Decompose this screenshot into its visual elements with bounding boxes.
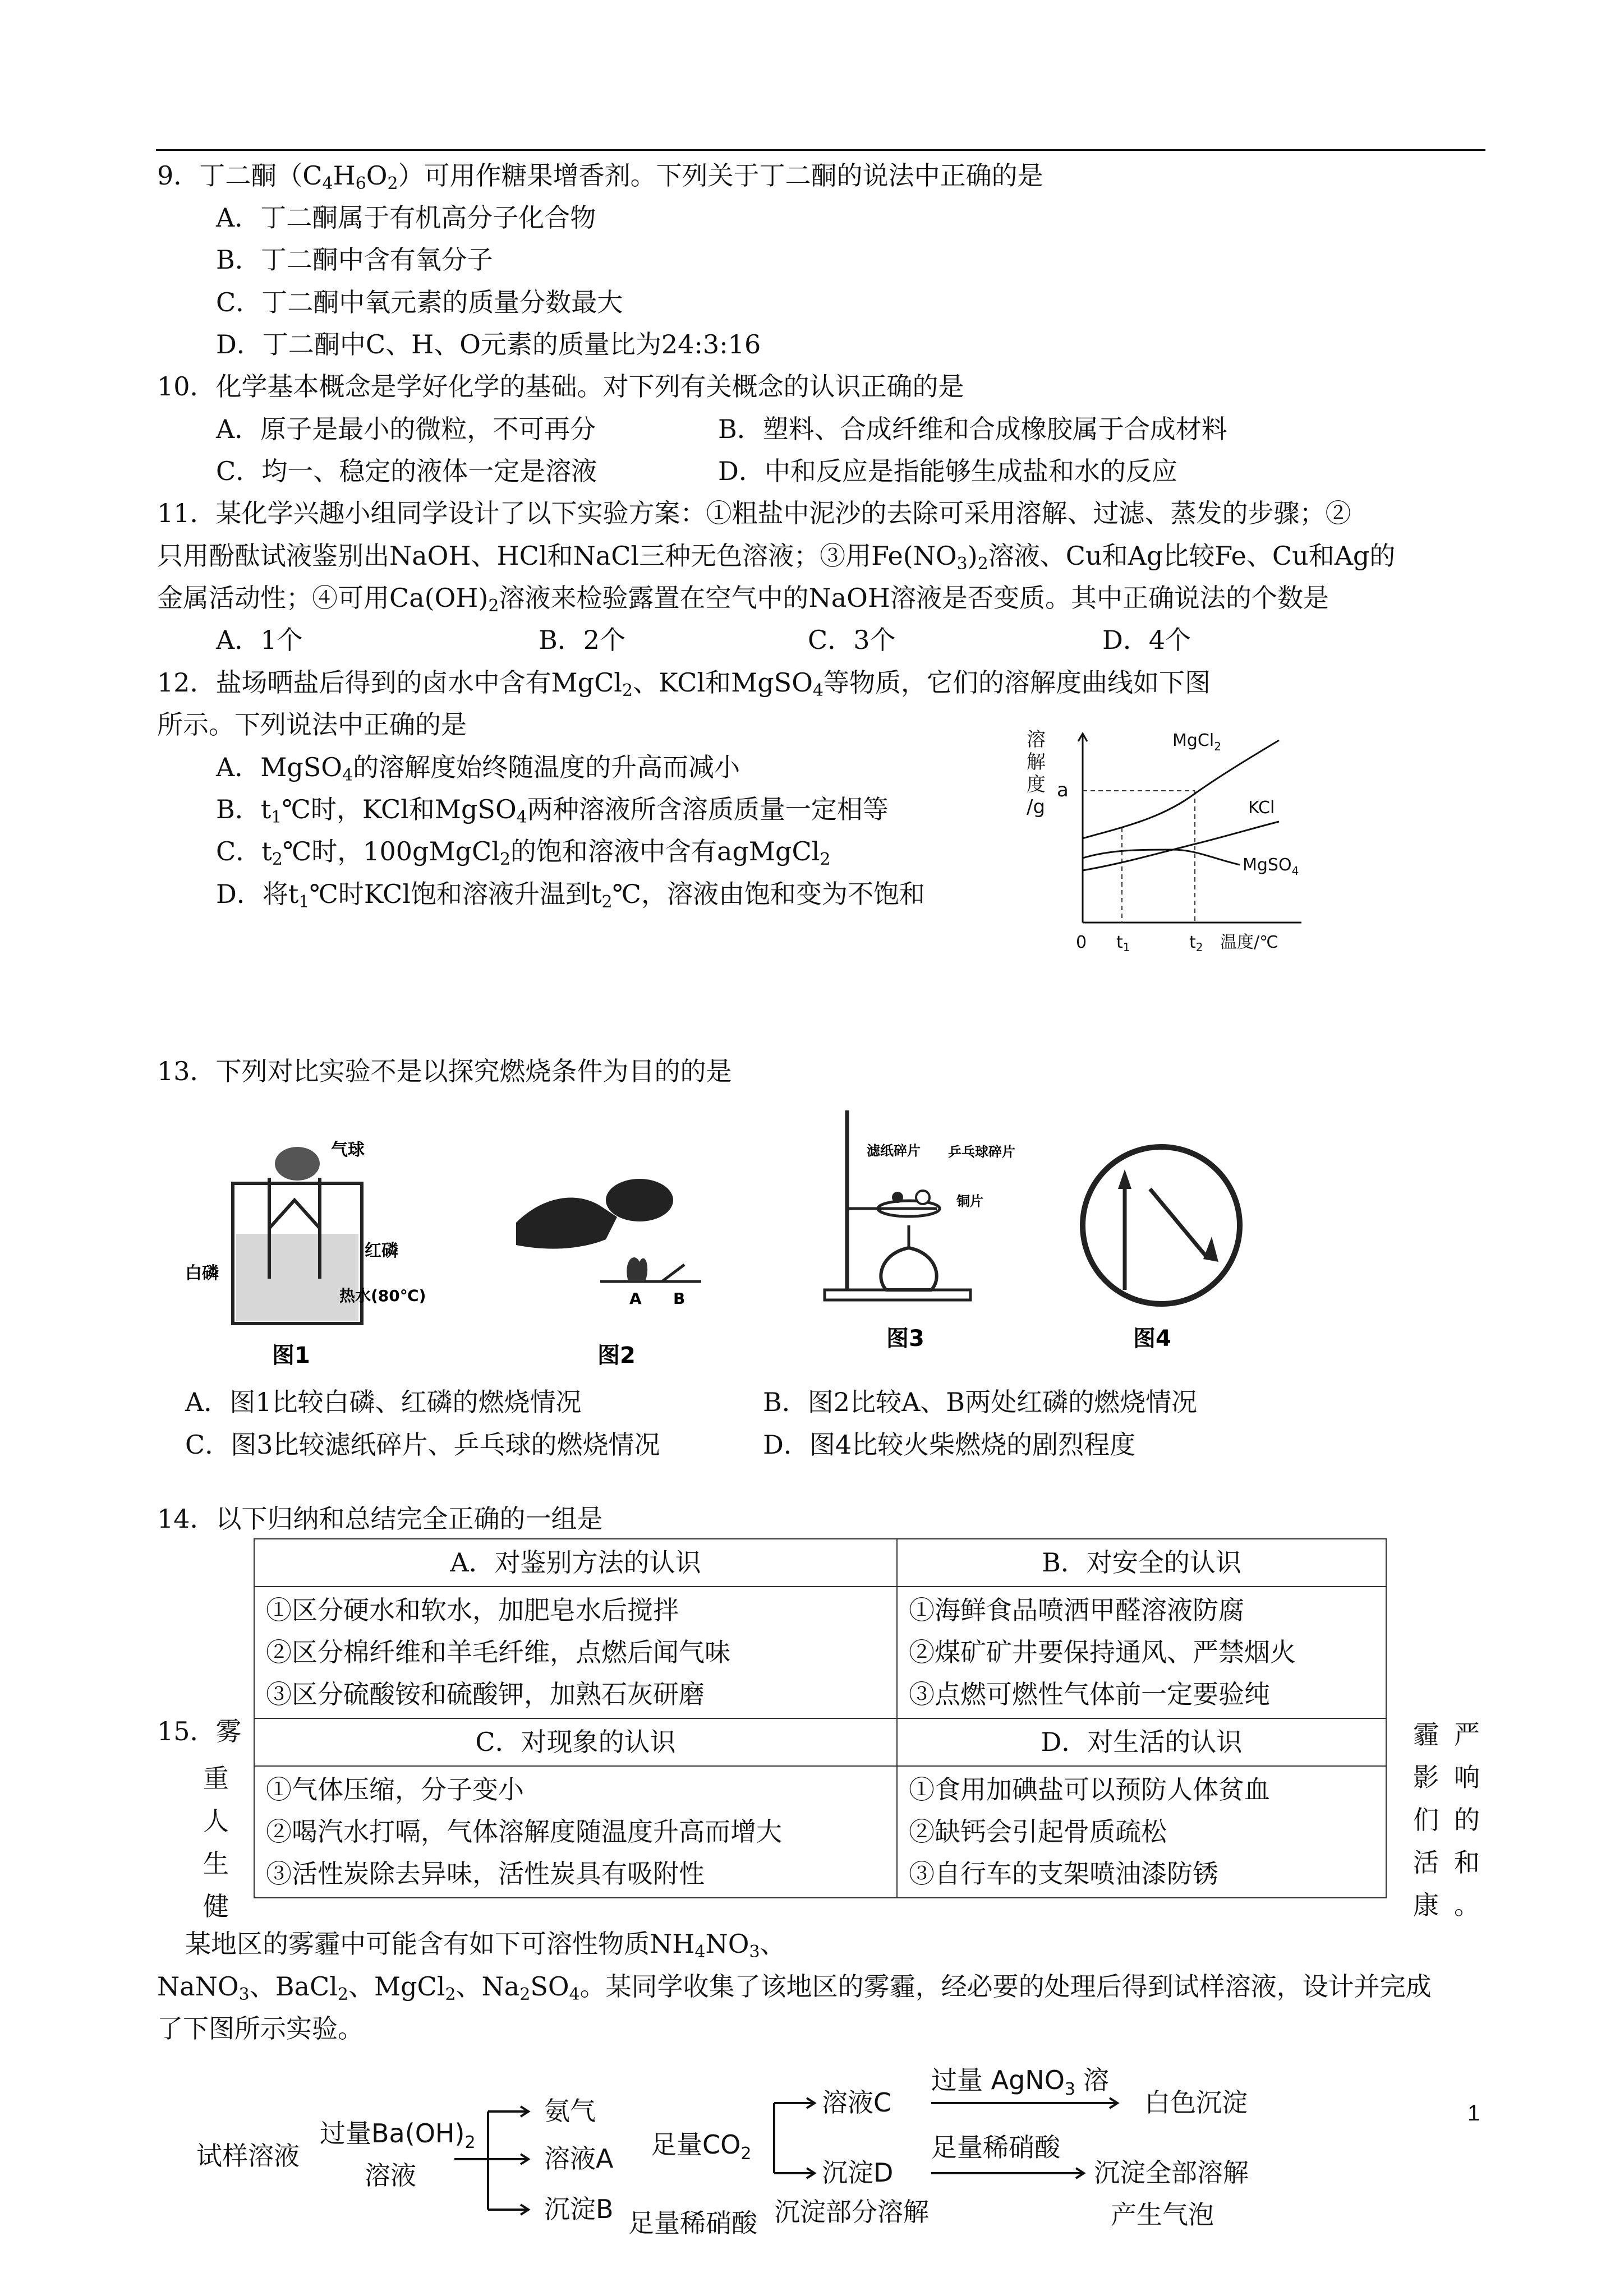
q12-stem-1: 12．盐场晒盐后得到的卤水中含有MgCl$_2$、KCl和MgSO$_4$等物质，它们的溶解度曲线如下图	[157, 667, 1211, 700]
flow-reagent-co2: 足量$CO_2$	[651, 2129, 752, 2164]
fig1-label-hot-water: 热水(80℃)	[339, 1287, 426, 1305]
fig3-label-pingpong: 乒乓球碎片	[948, 1144, 1015, 1160]
figure-1-beaker	[185, 1138, 426, 1374]
q10-option-d: D．中和反应是指能够生成盐和水的反应	[718, 456, 1177, 486]
q15-right-col-a	[1409, 1713, 1443, 1926]
q9-option-d: D．丁二酮中C、H、O元素的质量比为24:3:16	[216, 329, 761, 359]
q13-option-d: D．图4比较火柴燃烧的剧烈程度	[763, 1430, 1136, 1460]
q14-cell-b	[897, 1587, 1386, 1718]
fig3-label-filter-paper: 滤纸碎片	[867, 1143, 921, 1159]
q15-right-b-4: 和	[1454, 1847, 1480, 1878]
q12-stem-2: 所示。下列说法中正确的是	[157, 709, 467, 740]
q11-option-d: D．4个	[1102, 625, 1191, 655]
q14-d-item-3: ③自行车的支架喷油漆防锈	[908, 1859, 1218, 1889]
q11-option-c: C．3个	[808, 625, 896, 655]
q14-cell-c	[254, 1766, 897, 1898]
graph-label-kcl: KCl	[1248, 798, 1275, 818]
q10-option-a: A．原子是最小的微粒，不可再分	[216, 414, 596, 444]
q14-a-item-1: ①区分硬水和软水，加肥皂水后搅拌	[266, 1595, 679, 1625]
flow-reagent-solution: 溶液	[365, 2160, 416, 2191]
flow-precipitate-d: 沉淀D	[822, 2157, 894, 2188]
q15-flowchart	[191, 2058, 1335, 2238]
q9-option-a: A．丁二酮属于有机高分子化合物	[216, 202, 596, 233]
q15-right-b-5: 。	[1454, 1890, 1480, 1920]
graph-ylabel-2: 解	[1027, 751, 1046, 773]
flow-start: 试样溶液	[196, 2141, 300, 2171]
q15-right-b-1: 严	[1454, 1719, 1480, 1750]
q15-line-2: NaNO$_3$、BaCl$_2$、MgCl$_2$、$Na_2SO_4$。某同学收集了该地区的雾霾，经必要的处理后得到试样溶液，设计并完成	[157, 1971, 1432, 2004]
q13-option-a: A．图1比较白磷、红磷的燃烧情况	[185, 1387, 582, 1417]
fig3-label-copper: 铜片	[956, 1193, 983, 1209]
q14-header-d: D．对生活的认识	[897, 1718, 1386, 1766]
q14-b-item-2: ②煤矿矿井要保持通风、严禁烟火	[908, 1637, 1296, 1667]
graph-t1-label: $t_1$	[1116, 933, 1130, 953]
q14-stem: 14．以下归纳和总结完全正确的一组是	[157, 1504, 603, 1534]
q15-left-5: 健	[203, 1891, 229, 1921]
q11-line-2: 只用酚酞试液鉴别出NaOH、HCl和NaCl三种无色溶液；③用$Fe(NO_3)_2$溶液、Cu和Ag比较Fe、Cu和Ag的	[157, 541, 1396, 574]
q15-line-3: 了下图所示实验。	[157, 2013, 364, 2044]
q14-table	[254, 1538, 1387, 1898]
fig3-caption: 图3	[886, 1326, 924, 1352]
q15-left-3: 人	[203, 1806, 229, 1836]
q9-option-c: C．丁二酮中氧元素的质量分数最大	[216, 287, 623, 317]
solubility-curve-graph	[1027, 723, 1318, 953]
q10-stem: 10．化学基本概念是学好化学的基础。对下列有关概念的认识正确的是	[157, 371, 964, 402]
q14-a-item-2: ②区分棉纤维和羊毛纤维，点燃后闻气味	[266, 1637, 730, 1667]
q14-d-item-1: ①食用加碘盐可以预防人体贫血	[908, 1774, 1270, 1805]
q11-line-1: 11．某化学兴趣小组同学设计了以下实验方案：①粗盐中泥沙的去除可采用溶解、过滤、蒸发的步骤；②	[157, 498, 1351, 528]
fig1-label-balloon: 气球	[331, 1140, 365, 1160]
fig1-label-white-p: 白磷	[185, 1264, 219, 1283]
q9-option-b: B．丁二酮中含有氧分子	[216, 245, 493, 275]
q15-right-a-4: 活	[1413, 1847, 1439, 1878]
flow-reagent-hno3-1: 足量稀硝酸	[931, 2132, 1060, 2163]
fig2-caption: 图2	[597, 1343, 636, 1368]
flow-solution-a: 溶液A	[544, 2143, 614, 2174]
q14-a-item-3: ③区分硫酸铵和硫酸钾，加熟石灰研磨	[266, 1679, 705, 1709]
flow-reagent-agno3: 过量 AgNO$_3$ 溶	[931, 2065, 1109, 2099]
fig1-caption: 图1	[272, 1343, 310, 1368]
flow-solution-c: 溶液C	[822, 2087, 892, 2118]
q12-option-b: B．$t_1℃$时，KCl和MgSO$_4$两种溶液所含溶质质量一定相等	[216, 794, 889, 827]
flow-gas-bubbles: 产生气泡	[1111, 2200, 1214, 2230]
q14-cell-a	[254, 1587, 897, 1718]
fig2-label-b: B	[673, 1289, 686, 1308]
flow-precipitate-b: 沉淀B	[544, 2194, 614, 2224]
q15-left-4: 生	[203, 1848, 229, 1879]
graph-a-label: a	[1057, 779, 1069, 801]
q9-stem: 9．丁二酮$(C_4H_6O_2)$可用作糖果增香剂。下列关于丁二酮的说法中正确的是	[157, 160, 1043, 193]
q15-right-col-b	[1450, 1713, 1484, 1926]
graph-x-label: 温度/℃	[1220, 933, 1278, 952]
q13-option-c: C．图3比较滤纸碎片、乒乓球的燃烧情况	[185, 1430, 660, 1460]
q10-option-b: B．塑料、合成纤维和合成橡胶属于合成材料	[718, 414, 1227, 444]
q14-cell-d	[897, 1766, 1386, 1898]
q14-header-c: C．对现象的认识	[254, 1718, 897, 1766]
figure-4-matches	[1071, 1138, 1251, 1374]
q15-left-col	[199, 1757, 233, 1928]
q12-option-a: A．MgSO$_4$的溶解度始终随温度的升高而减小	[216, 752, 740, 785]
graph-t2-label: $t_2$	[1189, 933, 1203, 953]
flow-reagent-baoh2: 过量$Ba(OH)_2$	[320, 2118, 476, 2152]
mgcl2-curve	[1083, 740, 1279, 838]
q14-header-a: A．对鉴别方法的认识	[254, 1539, 897, 1587]
q15-line-1: 某地区的雾霾中可能含有如下可溶性物质$NH_4NO_3$、	[185, 1929, 786, 1962]
q12-option-d: D．将$t_1℃$时KCl饱和溶液升温到$t_2℃$，溶液由饱和变为不饱和	[216, 879, 926, 912]
graph-ylabel-4: /g	[1027, 796, 1046, 818]
q11-option-b: B．2个	[539, 625, 626, 655]
flow-dissolve-all: 沉淀全部溶解	[1094, 2157, 1249, 2188]
q14-b-item-1: ①海鲜食品喷洒甲醛溶液防腐	[908, 1595, 1244, 1625]
q15-right-a-3: 们	[1413, 1805, 1439, 1835]
q15-right-a-1: 霾	[1413, 1719, 1439, 1750]
graph-ylabel-3: 度	[1027, 773, 1046, 796]
fig4-caption: 图4	[1133, 1326, 1171, 1352]
q11-line-3: 金属活动性；④可用$Ca(OH)_2$溶液来检验露置在空气中的NaOH溶液是否变质。其中正确说法的个数是	[157, 583, 1329, 616]
q14-d-item-2: ②缺钙会引起骨质疏松	[908, 1816, 1167, 1847]
q13-stem: 13．下列对比实验不是以探究燃烧条件为目的的是	[157, 1056, 732, 1086]
q15-left-1: 15．雾	[157, 1716, 242, 1746]
q15-left-2: 重	[203, 1763, 229, 1794]
flow-ammonia: 氨气	[544, 2096, 596, 2126]
q15-right-b-3: 的	[1454, 1805, 1480, 1835]
q14-header-b: B．对安全的认识	[897, 1539, 1386, 1587]
page-number: 1	[1467, 2101, 1480, 2126]
q15-right-a-2: 影	[1413, 1762, 1439, 1792]
q14-c-item-1: ①气体压缩，分子变小	[266, 1774, 524, 1805]
figure-2-heating	[505, 1155, 729, 1374]
q14-b-item-3: ③点燃可燃性气体前一定要验纯	[908, 1679, 1270, 1709]
q15-right-a-5: 康	[1413, 1890, 1439, 1920]
header-rule	[156, 149, 1485, 151]
fig2-label-a: A	[629, 1289, 642, 1308]
q15-right-b-2: 响	[1454, 1762, 1480, 1792]
graph-label-mgcl2: MgCl$_2$	[1172, 731, 1221, 753]
q11-option-a: A．1个	[216, 625, 303, 655]
graph-label-mgso4: MgSO$_4$	[1243, 855, 1299, 878]
flow-white-precipitate: 白色沉淀	[1144, 2087, 1248, 2118]
graph-origin: 0	[1076, 933, 1087, 952]
q12-option-c: C．$t_2℃$时，100gMgCl$_2$的饱和溶液中含有agMgCl$_2$	[216, 836, 831, 869]
flow-partial-dissolve: 沉淀部分溶解	[774, 2197, 929, 2227]
figure-3-stand	[813, 1110, 1049, 1374]
q14-c-item-2: ②喝汽水打嗝，气体溶解度随温度升高而增大	[266, 1816, 782, 1847]
q14-c-item-3: ③活性炭除去异味，活性炭具有吸附性	[266, 1859, 705, 1889]
fig1-label-red-p: 红磷	[365, 1241, 398, 1261]
q10-option-c: C．均一、稳定的液体一定是溶液	[216, 456, 597, 486]
flow-reagent-hno3-2: 足量稀硝酸	[628, 2208, 757, 2238]
q13-option-b: B．图2比较A、B两处红磷的燃烧情况	[763, 1387, 1198, 1417]
graph-ylabel-1: 溶	[1027, 729, 1046, 751]
